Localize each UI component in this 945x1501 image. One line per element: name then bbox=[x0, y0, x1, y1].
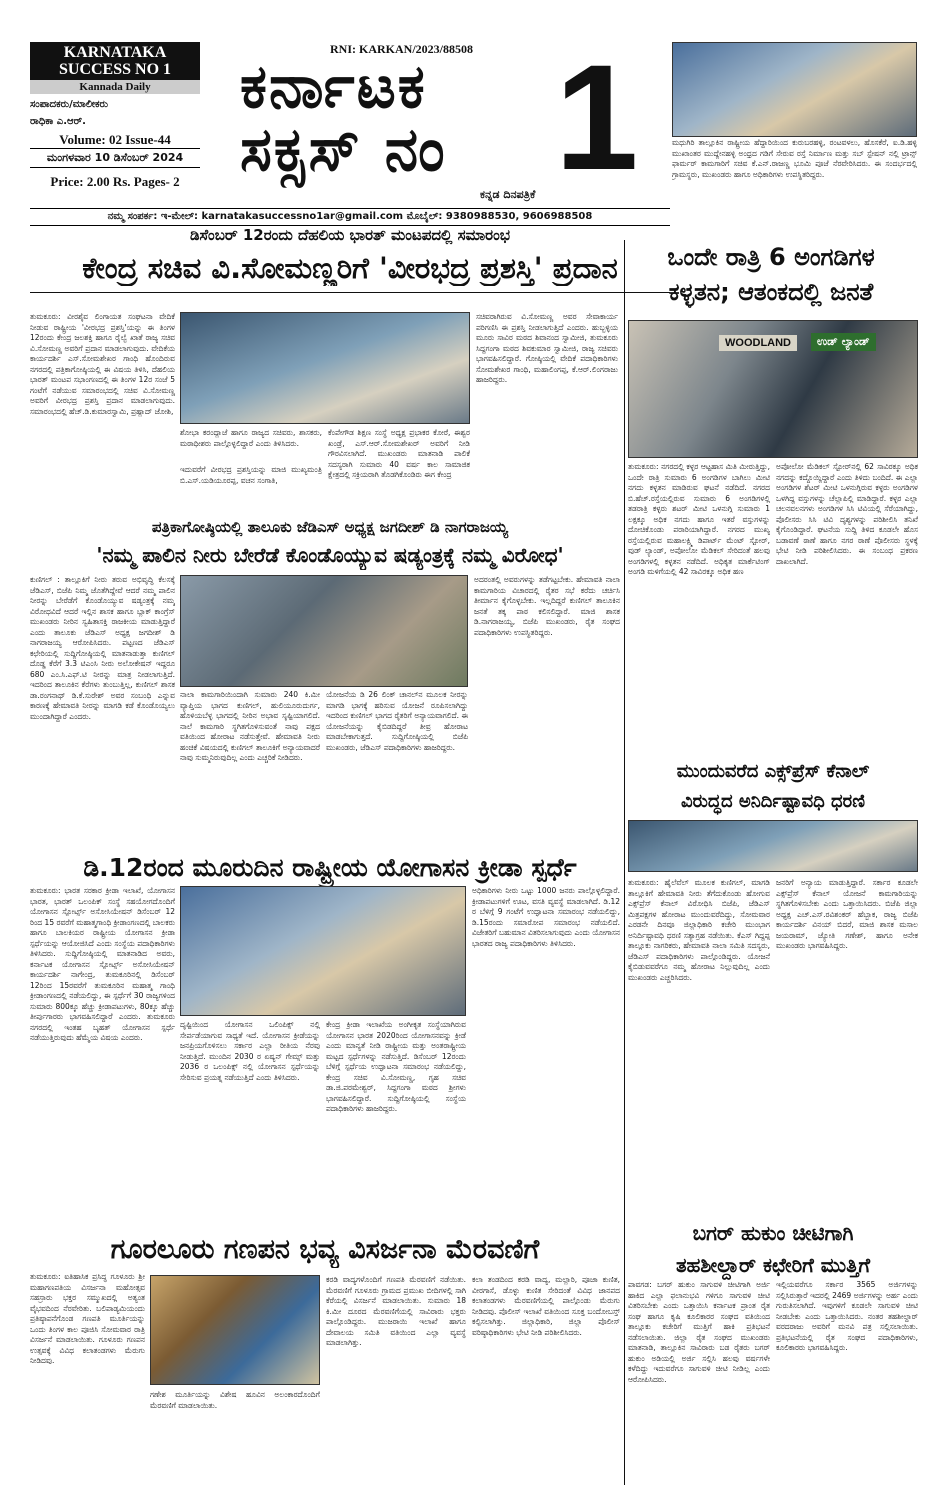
story3-column1: ತುಮಕೂರು: ಭಾರತ ಸರಕಾರ ಕ್ರೀಡಾ ಇಲಾಖೆ, ಯೋಗಾಸನ ಭಾರತ, ಭಾರತ್ ಒಲಂಪಿಕ್ ಸಂಸ್ಥೆ ಸಹಯೋಗದೊಂದಿಗೆ ಯೋಗಾಸನ ಸ್ಪೋರ್ಟ್ಸ್ ಅಸೋಸಿಯೇಷನ್ ಡಿಸೆಂಬರ್ 12 ರಿಂದ 15 ರವರೆಗೆ ಮಹಾತ್ಮಗಾಂಧಿ ಕ್ರೀಡಾಂಗಣದಲ್ಲಿ ಬಾಲಕರು ಹಾಗೂ ಬಾಲಕಿಯರ ರಾಷ್ಟ್ರೀಯ ಯೋಗಾಸನ ಕ್ರೀಡಾ ಸ್ಪರ್ಧೆಯನ್ನು ಆಯೋಜಿಸಿದೆ ಎಂದು ಸಂಸ್ಥೆಯ ಪದಾಧಿಕಾರಿಗಳು ತಿಳಿಸಿದರು. ಸುದ್ದಿಗೋಷ್ಠಿಯಲ್ಲಿ ಮಾತನಾಡಿದ ಅವರು, ಕರ್ನಾಟಕ ಯೋಗಾಸನ ಸ್ಪೋರ್ಟ್ಸ್ ಅಸೋಸಿಯೇಷನ್ ಕಾರ್ಯದರ್ಶಿ ನಾಗೇಂದ್ರ, ತುಮಕೂರಿನಲ್ಲಿ ಡಿಸೆಂಬರ್ 12ರಿಂದ 15ರವರೆಗೆ ತುಮಕೂರಿನ ಮಹಾತ್ಮ ಗಾಂಧಿ ಕ್ರೀಡಾಂಗಣದಲ್ಲಿ ನಡೆಯಲಿದ್ದು, ಈ ಸ್ಪರ್ಧೆಗೆ 30 ರಾಜ್ಯಗಳಿಂದ ಸುಮಾರು 800ಕ್ಕೂ ಹೆಚ್ಚು ಕ್ರೀಡಾಪಟುಗಳು, 80ಕ್ಕೂ ಹೆಚ್ಚು ತೀರ್ಪುಗಾರರು ಭಾಗವಹಿಸಲಿದ್ದಾರೆ ಎಂದರು. ತುಮಕೂರು ನಗರದಲ್ಲಿ ಇಂತಹ ಬೃಹತ್ ಯೋಗಾಸನ ಸ್ಪರ್ಧೆ ನಡೆಯುತ್ತಿರುವುದು ಹೆಮ್ಮೆಯ ವಿಷಯ ಎಂದರು. bbox=[30, 886, 175, 1042]
canal-column1: ತುಮಕೂರು: ಹೈಲೆವೆಲ್ ಮೂಲಕ ಕುಣಿಗಲ್, ಮಾಗಡಿ ತಾಲ್ಲೂಕಿಗೆ ಹೇಮಾವತಿ ನೀರು ತೆಗೆದುಕೊಂಡು ಹೋಗುವ ಎಕ್ಸ್‌ಪ್ರೆಸ್ ಕೆನಾಲ್ ವಿರೋಧಿಸಿ ಬಿಜೆಪಿ, ಜೆಡಿಎಸ್ ಮಿತ್ರಪಕ್ಷಗಳ ಹೋರಾಟ ಮುಂದುವರೆದಿದ್ದು, ಸೋಮವಾರ ಎರಡನೇ ದಿನವೂ ಜಿಲ್ಲಾಧಿಕಾರಿ ಕಚೇರಿ ಮುಂಭಾಗ ಅನಿರ್ದಿಷ್ಟಾವಧಿ ಧರಣಿ ಸತ್ಯಾಗ್ರಹ ನಡೆಯಿತು. ಕೆಎಸ್ ಗಿದ್ದಪ್ಪ ತಾಲ್ಲೂಕು ನಾಗರಿಕರು, ಹೇಮಾವತಿ ನಾಲಾ ಸಮಿತಿ ಸದಸ್ಯರು, ಜೆಡಿಎಸ್ ಪದಾಧಿಕಾರಿಗಳು ಪಾಲ್ಗೊಂಡಿದ್ದರು. ಯೋಜನೆ ಕೈಬಿಡುವವರೆಗೂ ನಮ್ಮ ಹೋರಾಟ ನಿಲ್ಲುವುದಿಲ್ಲ ಎಂದು ಮುಖಂಡರು ಎಚ್ಚರಿಸಿದರು. bbox=[628, 878, 770, 982]
story2-column1: ಕುಣಿಗಲ್ : ತಾಲ್ಲೂಕಿಗೆ ನೀರು ತರುವ ಅಭಿವೃದ್ಧಿ ಕೆಲಸಕ್ಕೆ ಜೆಡಿಎಸ್, ಬಿಜೆಪಿ ನಿಮ್ಮ ಜೊತೆಗಿದ್ದೇವೆ ಆದರೆ ನಮ್ಮ ಪಾಲಿನ ನೀರನ್ನು ಬೇರೆಡೆಗೆ ಕೊಂಡೊಯ್ಯುವ ಷಡ್ಯಂತ್ರಕ್ಕೆ ನಮ್ಮ ವಿರೋಧವಿದೆ ಆದರೆ ಇಲ್ಲಿನ ಶಾಸಕ ಹಾಗೂ ಬ್ಲಾಕ್ ಕಾಂಗ್ರೆಸ್ ಮುಖಂಡರು ನೀರಿನ ಸ್ವಹಿತಾಸಕ್ತಿ ರಾಜಕೀಯ ಮಾಡುತ್ತಿದ್ದಾರೆ ಎಂದು ತಾಲೂಕು ಜೆಡಿಎಸ್ ಅಧ್ಯಕ್ಷ ಜಗದೀಶ್ ಡಿ ನಾಗರಾಜಯ್ಯ ಆರೋಪಿಸಿದರು. ಪಟ್ಟಣದ ಜೆಡಿಎಸ್ ಕಛೇರಿಯಲ್ಲಿ ಸುದ್ದಿಗೋಷ್ಠಿಯಲ್ಲಿ ಮಾತನಾಡುತ್ತಾ ಕುಣಿಗಲ್ ದೊಡ್ಡ ಕೆರೆಗೆ 3.3 ಟಿಎಂಸಿ ನೀರು ಅಲೋಕೇಷನ್ ಇದ್ದರೂ 680 ಎಂ.ಸಿ.ಎಫ್.ಟಿ ನೀರನ್ನು ಮಾತ್ರ ನೀಡಲಾಗುತ್ತಿದೆ. ಇದರಿಂದ ತಾಲೂಕಿನ ಕೆರೆಗಳು ತುಂಬುತ್ತಿಲ್ಲ, ಕುಣಿಗಲ್ ಶಾಸಕ ಡಾ.ರಂಗನಾಥ್ ಡಿ.ಕೆ.ಸುರೇಶ್ ಅವರ ಸಂಬಂಧಿ ಎನ್ನುವ ಕಾರಣಕ್ಕೆ ಹೇಮಾವತಿ ನೀರನ್ನು ಮಾಗಡಿ ಕಡೆ ಕೊಂಡೊಯ್ಯಲು ಮುಂದಾಗಿದ್ದಾರೆ ಎಂದರು. bbox=[30, 575, 175, 721]
land-headline-line2: ತಹಶೀಲ್ದಾರ್ ಕಛೇರಿಗೆ ಮುತ್ತಿಗೆ bbox=[675, 1253, 871, 1277]
story4-column1: ತುಮಕೂರು: ಐತಿಹಾಸಿಕ ಪ್ರಸಿದ್ಧ ಗೂಳೂರು ಶ್ರೀ ಮಹಾಗಣಪತಿಯ ವಿಸರ್ಜನಾ ಮಹೋತ್ಸವ ಸಹಸ್ರಾರು ಭಕ್ತರ ಸಮ್ಮುಖದಲ್ಲಿ ಅತ್ಯಂತ ವೈಭವದಿಂದ ನೆರವೇರಿತು. ಬಲಿಪಾಡ್ಯಮಿಯಂದು ಪ್ರತಿಷ್ಠಾಪನೆಗೊಂಡ ಗಣಪತಿ ಮೂರ್ತಿಯನ್ನು ಒಂದು ತಿಂಗಳ ಕಾಲ ಪೂಜಿಸಿ ಸೋಮವಾರ ರಾತ್ರಿ ವಿಸರ್ಜನೆ ಮಾಡಲಾಯಿತು. ಗೂಳೂರು ಗಣಪನ ಉತ್ಸವಕ್ಕೆ ವಿವಿಧ ಕಲಾತಂಡಗಳು ಮೆರುಗು ನೀಡಿದವು. bbox=[30, 1272, 145, 1365]
top-right-caption: ಮಧುಗಿರಿ ತಾಲ್ಲೂಕಿನ ರಾಷ್ಟ್ರೀಯ ಹೆದ್ದಾರಿಯಿಂದ ಕುರುಬರಹಳ್ಳಿ, ರಂಟವಳಲು, ಹೊಸಕೆರೆ, ಐ.ಡಿ.ಹಳ್ಳಿ ಮುಖಾಂತರ ಮುದ್ದೇನಹಳ್ಳಿ ಅಂಧ್ರದ ಗಡಿಗೆ ಸೇರುವ ರಸ್ತೆ ನಿರ್ಮಾಣ ಮತ್ತು ಸಬ್ ಸ್ಟೇಷನ್ ನಲ್ಲಿ ಟ್ರಾನ್ಸ್ ಫಾರ್ಮರ್ ಕಾಮಗಾರಿಗೆ ಸಚಿವ ಕೆ.ಎನ್.ರಾಜಣ್ಣ ಭೂಮಿ ಪೂಜೆ ನೆರವೇರಿಸಿದರು. ಈ ಸಂದರ್ಭದಲ್ಲಿ ಗ್ರಾಮಸ್ಥರು, ಮುಖಂಡರು ಹಾಗೂ ಅಧಿಕಾರಿಗಳು ಉಪಸ್ಥಿತರಿದ್ದರು. bbox=[672, 138, 917, 179]
volume-issue: Volume: 02 Issue-44 bbox=[59, 132, 171, 147]
story1-kicker: ಡಿಸೆಂಬರ್ 12ರಂದು ದೆಹಲಿಯ ಭಾರತ್ ಮಂಟಪದಲ್ಲಿ ಸಮಾರಂಭ bbox=[190, 226, 510, 244]
top-right-photo bbox=[672, 42, 917, 137]
story2-column4: ಅದರಂತಲ್ಲಿ ಅವರುಗಳನ್ನು ತಡೆಗಟ್ಟಬೇಕು. ಹೇಮಾವತಿ ನಾಲಾ ಕಾಮಗಾರಿಯ ವಿಚಾರದಲ್ಲಿ ರೈತರ ಸಭೆ ಕರೆದು ಚರ್ಚಿಸಿ ತೀರ್ಮಾನ ಕೈಗೊಳ್ಳಬೇಕು. ಇಲ್ಲದಿದ್ದರೆ ಕುಣಿಗಲ್ ತಾಲೂಕಿನ ಜನತೆ ತಕ್ಕ ಪಾಠ ಕಲಿಸಲಿದ್ದಾರೆ. ಮಾಜಿ ಶಾಸಕ ಡಿ.ನಾಗರಾಜಯ್ಯ, ಬಿಜೆಪಿ ಮುಖಂಡರು, ರೈತ ಸಂಘದ ಪದಾಧಿಕಾರಿಗಳು ಉಪಸ್ಥಿತರಿದ್ದರು. bbox=[474, 575, 620, 637]
story4-column2: ಕರಡಿ ವಾದ್ಯಗಳೊಂದಿಗೆ ಗಣಪತಿ ಮೆರವಣಿಗೆ ನಡೆಯಿತು. ಮೆರವಣಿಗೆ ಗೂಳೂರು ಗ್ರಾಮದ ಪ್ರಮುಖ ಬೀದಿಗಳಲ್ಲಿ ಸಾಗಿ ಕೆರೆಯಲ್ಲಿ ವಿಸರ್ಜನೆ ಮಾಡಲಾಯಿತು. ಸುಮಾರು 18 ಕಿ.ಮೀ ದೂರದ ಮೆರವಣಿಗೆಯಲ್ಲಿ ಸಾವಿರಾರು ಭಕ್ತರು ಪಾಲ್ಗೊಂಡಿದ್ದರು. ಮುಜರಾಯಿ ಇಲಾಖೆ ಹಾಗೂ ದೇವಾಲಯ ಸಮಿತಿ ವತಿಯಿಂದ ಎಲ್ಲಾ ವ್ಯವಸ್ಥೆ ಮಾಡಲಾಗಿತ್ತು. bbox=[326, 1275, 466, 1347]
theft-photo bbox=[628, 320, 918, 458]
theft-photo-sign1: WOODLAND bbox=[719, 335, 797, 351]
masthead-kannada-daily: Kannada Daily bbox=[30, 80, 200, 94]
editor-name: ರಾಧಿಕಾ ಎ.ಆರ್. bbox=[30, 116, 86, 127]
newspaper-title-line1: ಕರ್ನಾಟಕ bbox=[240, 52, 427, 122]
land-column2: ಇಲ್ಲಿಯವರೆಗೂ ಸರ್ಕಾರ 3565 ಅರ್ಜಿಗಳನ್ನು ಸಲ್ಲಿಸಿರುತ್ತಾರೆ ಇದರಲ್ಲಿ 2469 ಅರ್ಜಿಗಳನ್ನು ಅರ್ಹ ಎಂದು ಗುರುತಿಸಲಾಗಿದೆ. ಇವುಗಳಿಗೆ ಕೂಡಲೇ ಸಾಗುವಳಿ ಚೀಟಿ ನೀಡಬೇಕು ಎಂದು ಒತ್ತಾಯಿಸಿದರು. ನಂತರ ತಹಶೀಲ್ದಾರ್ ವರದರಾಜು ಅವರಿಗೆ ಮನವಿ ಪತ್ರ ಸಲ್ಲಿಸಲಾಯಿತು. ಪ್ರತಿಭಟನೆಯಲ್ಲಿ ರೈತ ಸಂಘದ ಪದಾಧಿಕಾರಿಗಳು, ಕೂಲಿಕಾರರು ಭಾಗವಹಿಸಿದ್ದರು. bbox=[776, 1280, 918, 1352]
story3-column4: ಅಧಿಕಾರಿಗಳು ನೀರು ಒಟ್ಟು 1000 ಜನರು ಪಾಲ್ಗೊಳ್ಳಲಿದ್ದಾರೆ. ಕ್ರೀಡಾಪಟುಗಳಿಗೆ ಊಟ, ವಸತಿ ವ್ಯವಸ್ಥೆ ಮಾಡಲಾಗಿದೆ. ಡಿ.12 ರ ಬೆಳಿಗ್ಗೆ 9 ಗಂಟೆಗೆ ಉದ್ಘಾಟನಾ ಸಮಾರಂಭ ನಡೆಯಲಿದ್ದು, ಡಿ.15ರಂದು ಸಮಾರೋಪ ಸಮಾರಂಭ ನಡೆಯಲಿದೆ. ವಿಜೇತರಿಗೆ ಬಹುಮಾನ ವಿತರಿಸಲಾಗುವುದು ಎಂದು ಯೋಗಾಸನ ಭಾರತದ ರಾಜ್ಯ ಪದಾಧಿಕಾರಿಗಳು ತಿಳಿಸಿದರು. bbox=[472, 886, 620, 948]
story1-column2: ಇದುವರೆಗೆ ವೀರಭದ್ರ ಪ್ರಶಸ್ತಿಯನ್ನು ಮಾಜಿ ಮುಖ್ಯಮಂತ್ರಿ ಬಿ.ಎಸ್.ಯಡಿಯೂರಪ್ಪ, ವಚನ ಸಂಗಾತಿ, bbox=[180, 465, 322, 485]
theft-headline-line2: ಕಳ್ಳತನ; ಆತಂಕದಲ್ಲಿ ಜನತೆ bbox=[668, 278, 874, 306]
theft-headline-line1: ಒಂದೇ ರಾತ್ರಿ 6 ಅಂಗಡಿಗಳ bbox=[667, 243, 875, 271]
story3-column3: ಕೇಂದ್ರ ಕ್ರೀಡಾ ಇಲಾಖೆಯ ಅಂಗೀಕೃತ ಸಂಸ್ಥೆಯಾಗಿರುವ ಯೋಗಾಸನ ಭಾರತ 2020ರಿಂದ ಯೋಗಾಸನವನ್ನು ಕ್ರೀಡೆ ಎಂದು ಮಾನ್ಯತೆ ನೀಡಿ ರಾಷ್ಟ್ರೀಯ ಮತ್ತು ಅಂತರಾಷ್ಟ್ರೀಯ ಮಟ್ಟದ ಸ್ಪರ್ಧೆಗಳನ್ನು ನಡೆಸುತ್ತಿದೆ. ಡಿಸೆಂಬರ್ 12ರಂದು ಬೆಳಿಗ್ಗೆ ಸ್ಪರ್ಧೆಯ ಉದ್ಘಾಟನಾ ಸಮಾರಂಭ ನಡೆಯಲಿದ್ದು, ಕೇಂದ್ರ ಸಚಿವ ವಿ.ಸೋಮಣ್ಣ, ಗೃಹ ಸಚಿವ ಡಾ.ಜಿ.ಪರಮೇಶ್ವರ್, ಸಿದ್ದಗಂಗಾ ಮಠದ ಶ್ರೀಗಳು ಭಾಗವಹಿಸಲಿದ್ದಾರೆ. ಸುದ್ದಿಗೋಷ್ಠಿಯಲ್ಲಿ ಸಂಸ್ಥೆಯ ಪದಾಧಿಕಾರಿಗಳು ಹಾಜರಿದ್ದರು. bbox=[326, 1020, 466, 1113]
story2-photo bbox=[180, 575, 468, 687]
column-divider bbox=[624, 240, 625, 1485]
masthead-left-box bbox=[30, 42, 200, 190]
story3-photo-caption: ದೃಷ್ಟಿಯಿಂದ ಯೋಗಾಸನ ಒಲಿಂಪಿಕ್ಸ್ ನಲ್ಲಿ ಸೇರ್ಪಡೆಯಾಗುವ ಸಾಧ್ಯತೆ ಇದೆ. ಯೋಗಾಸನ ಕ್ರೀಡೆಯನ್ನು ಜನಪ್ರಿಯಗೊಳಿಸಲು ಸರ್ಕಾರ ಎಲ್ಲಾ ರೀತಿಯ ನೆರವು ನೀಡುತ್ತಿದೆ. ಮುಂದಿನ 2030 ರ ಏಷ್ಯನ್ ಗೇಮ್ಸ್ ಮತ್ತು 2036 ರ ಒಲಂಪಿಕ್ಸ್ ನಲ್ಲಿ ಯೋಗಾಸನ ಸ್ಪರ್ಧೆಯನ್ನು ಸೇರಿಸುವ ಪ್ರಯತ್ನ ನಡೆಯುತ್ತಿದೆ ಎಂದು ತಿಳಿಸಿದರು. bbox=[180, 1020, 320, 1082]
canal-headline-line1: ಮುಂದುವರೆದ ಎಕ್ಸ್‌ಪ್ರೆಸ್ ಕೆನಾಲ್ bbox=[676, 761, 870, 782]
editor-label: ಸಂಪಾದಕರು/ಮಾಲೀಕರು bbox=[30, 99, 109, 110]
contact-bar: ನಮ್ಮ ಸಂಪರ್ಕ: ಇ-ಮೇಲ್: karnatakasuccessno1ar@gmail.com ಮೊಬೈಲ್: 9380988530, 9606988508 bbox=[30, 208, 670, 226]
story4-column3: ಕಲಾ ತಂಡದಿಂದ ಕರಡಿ ವಾದ್ಯ, ಮಲ್ಲಾರಿ, ಪೂಜಾ ಕುಣಿತ, ವೀರಗಾಸೆ, ಡೊಳ್ಳು ಕುಣಿತ ಸೇರಿದಂತೆ ವಿವಿಧ ಜಾನಪದ ಕಲಾತಂಡಗಳು ಮೆರವಣಿಗೆಯಲ್ಲಿ ಪಾಲ್ಗೊಂಡು ಮೆರುಗು ನೀಡಿದವು. ಪೊಲೀಸ್ ಇಲಾಖೆ ವತಿಯಿಂದ ಸೂಕ್ತ ಬಂದೋಬಸ್ತ್ ಕಲ್ಪಿಸಲಾಗಿತ್ತು. ಜಿಲ್ಲಾಧಿಕಾರಿ, ಜಿಲ್ಲಾ ಪೊಲೀಸ್ ವರಿಷ್ಠಾಧಿಕಾರಿಗಳು ಭೇಟಿ ನೀಡಿ ಪರಿಶೀಲಿಸಿದರು. bbox=[472, 1275, 620, 1337]
price-pages: Price: 2.00 Rs. Pages- 2 bbox=[50, 174, 180, 189]
story1-photo bbox=[180, 312, 470, 424]
story2-column2: ನಾಲಾ ಕಾಮಗಾರಿಯಿಂದಾಗಿ ಸುಮಾರು 240 ಕಿ.ಮೀ ವ್ಯಾಪ್ತಿಯ ಭಾಗದ ಕುಣಿಗಲ್, ಹುಲಿಯೂರುದುರ್ಗ, ಹೊಳಿಯಬೆಳ್ಳ ಭಾಗದಲ್ಲಿ ನೀರಿನ ಅಭಾವ ಸೃಷ್ಟಿಯಾಗಲಿದೆ. ನಾಲೆ ಕಾಮಗಾರಿ ಸ್ಥಗಿತಗೊಳಿಸುವಂತೆ ನಾವು ಪಕ್ಷದ ವತಿಯಿಂದ ಹೋರಾಟ ನಡೆಸುತ್ತೇವೆ. ಹೇಮಾವತಿ ನೀರು ಹಂಚಿಕೆ ವಿಷಯದಲ್ಲಿ ಕುಣಿಗಲ್ ತಾಲೂಕಿಗೆ ಅನ್ಯಾಯವಾದರೆ ನಾವು ಸುಮ್ಮನಿರುವುದಿಲ್ಲ ಎಂದು ಎಚ್ಚರಿಕೆ ನೀಡಿದರು. bbox=[180, 690, 320, 762]
story1-rule bbox=[30, 292, 670, 293]
story2-column3: ಯೋಜನೆಯ ಡಿ 26 ಲಿಂಕ್ ಚಾನಲ್‌ನ ಮೂಲಕ ನೀರನ್ನು ಮಾಗಡಿ ಭಾಗಕ್ಕೆ ಹರಿಸುವ ಯೋಜನೆ ರೂಪಿಸಲಾಗಿದ್ದು ಇದರಿಂದ ಕುಣಿಗಲ್ ಭಾಗದ ರೈತರಿಗೆ ಅನ್ಯಾಯವಾಗಲಿದೆ. ಈ ಯೋಜನೆಯನ್ನು ಕೈಬಿಡದಿದ್ದರೆ ತೀವ್ರ ಹೋರಾಟ ಮಾಡಬೇಕಾಗುತ್ತದೆ. ಸುದ್ದಿಗೋಷ್ಠಿಯಲ್ಲಿ ಬಿಜೆಪಿ ಮುಖಂಡರು, ಜೆಡಿಎಸ್ ಪದಾಧಿಕಾರಿಗಳು ಹಾಜರಿದ್ದರು. bbox=[326, 690, 468, 752]
story1-column3: ಕೆಂಪೇಗೌಡ ಶಿಕ್ಷಣ ಸಂಸ್ಥೆ ಅಧ್ಯಕ್ಷ ಪ್ರಭಾಕರ ಕೋರೆ, ಈಶ್ವರ ಖಂಡ್ರೆ, ಎಸ್.ಆರ್.ಸೋಮಶೇಖರ್ ಅವರಿಗೆ ನೀಡಿ ಗೌರವಿಸಲಾಗಿದೆ. ಮುಖಂಡರು ಮಾತನಾಡಿ ಪಾಲಿಕೆ ಸದಸ್ಯರಾಗಿ ಸುಮಾರು 40 ವರ್ಷ ಕಾಲ ಸಾಮಾಜಿಕ ಕ್ಷೇತ್ರದಲ್ಲಿ ಸಕ್ರಿಯರಾಗಿ ತೊಡಗಿಕೊಂಡಿರು ಈಗ ಕೇಂದ್ರ bbox=[328, 428, 470, 479]
rni-number: RNI: KARKAN/2023/88508 bbox=[330, 42, 473, 56]
story4-photo-caption: ಗಣೇಶ ಮೂರ್ತಿಯನ್ನು ವಿಶೇಷ ಹೂವಿನ ಅಲಂಕಾರದೊಂದಿಗೆ ಮೆರವಣಿಗೆ ಮಾಡಲಾಯಿತು. bbox=[150, 1390, 320, 1410]
masthead-english-title bbox=[30, 42, 200, 80]
story2-kicker: ಪತ್ರಿಕಾಗೋಷ್ಠಿಯಲ್ಲಿ ತಾಲೂಕು ಜೆಡಿಎಸ್ ಅಧ್ಯಕ್ಷ ಜಗದೀಶ್ ಡಿ ನಾಗರಾಜಯ್ಯ bbox=[151, 518, 509, 536]
story1-headline: ಕೇಂದ್ರ ಸಚಿವ ವಿ.ಸೋಮಣ್ಣರಿಗೆ 'ವೀರಭದ್ರ ಪ್ರಶಸ್ತಿ' ಪ್ರದಾನ bbox=[82, 251, 618, 285]
story2-headline: 'ನಮ್ಮ ಪಾಲಿನ ನೀರು ಬೇರೆಡೆ ಕೊಂಡೊಯ್ಯುವ ಷಡ್ಯಂತ್ರಕ್ಕೆ ನಮ್ಮ ವಿರೋಧ' bbox=[96, 543, 564, 567]
story1-column4: ಸಚಿವರಾಗಿರುವ ವಿ.ಸೋಮಣ್ಣ ಅವರ ಸೇವಾಕಾರ್ಯ ಪರಿಗಣಿಸಿ ಈ ಪ್ರಶಸ್ತಿ ನೀಡಲಾಗುತ್ತಿದೆ ಎಂದರು. ಹುಬ್ಬಳ್ಳಿಯ ಮೂರು ಸಾವಿರ ಮಠದ ಶಿವಾನಂದ ಸ್ವಾಮೀಜಿ, ತುಮಕೂರು ಸಿದ್ದಗಂಗಾ ಮಠದ ಶಿವಕುಮಾರ ಸ್ವಾಮೀಜಿ, ರಾಜ್ಯ ಸಚಿವರು ಭಾಗವಹಿಸಲಿದ್ದಾರೆ. ಗೋಷ್ಠಿಯಲ್ಲಿ ವೇದಿಕೆ ಪದಾಧಿಕಾರಿಗಳು ಸೋಮಶೇಖರ ಗಾಂಧಿ, ಮಹಾಲಿಂಗಪ್ಪ, ಕೆ.ಆರ್.ಲಿಂಗರಾಜು ಹಾಜರಿದ್ದರು. bbox=[476, 312, 618, 384]
newspaper-tagline: ಕನ್ನಡ ದಿನಪತ್ರಿಕೆ bbox=[480, 188, 536, 201]
land-headline-line1: ಬಗರ್ ಹುಕುಂ ಚೀಟಿಗಾಗಿ bbox=[692, 1221, 854, 1245]
masthead-title-line1: KARNATAKA bbox=[63, 44, 167, 61]
newspaper-title-number: 1 bbox=[555, 33, 639, 201]
theft-photo-sign2: ಉಡ್ ಲ್ಯಾಂಡ್ bbox=[811, 333, 876, 351]
theft-column2: ಅಪೋಲೋ ಮೆಡಿಕಲ್ ಸ್ಟೋರ್‌ನಲ್ಲಿ 62 ಸಾವಿರಕ್ಕೂ ಅಧಿಕ ನಗದನ್ನು ಕದ್ದೊಯ್ದಿದ್ದಾರೆ ಎಂದು ತಿಳಿದು ಬಂದಿದೆ. ಈ ಎಲ್ಲಾ ಅಂಗಡಿಗಳ ಶೆಟರ್ ಮೀಟಿ ಒಳನುಗ್ಗಿರುವ ಕಳ್ಳರು ಅಂಗಡಿಗಳ ಒಳಗಿದ್ದ ವಸ್ತುಗಳನ್ನು ಚೆಲ್ಲಾಪಿಲ್ಲಿ ಮಾಡಿದ್ದಾರೆ. ಕಳ್ಳರ ಎಲ್ಲಾ ಚಲನವಲನಗಳು ಅಂಗಡಿಗಳ ಸಿಸಿ ಟಿವಿಯಲ್ಲಿ ಸೆರೆಯಾಗಿದ್ದು, ಪೊಲೀಸರು ಸಿಸಿ ಟಿವಿ ದೃಶ್ಯಗಳನ್ನು ಪರಿಶೀಲಿಸಿ ತನಿಖೆ ಕೈಗೊಂಡಿದ್ದಾರೆ. ಘಟನೆಯ ಸುದ್ದಿ ತಿಳಿದ ಕೂಡಲೇ ಹೊಸ ಬಡಾವಣೆ ಠಾಣೆ ಹಾಗೂ ನಗರ ಠಾಣೆ ಪೊಲೀಸರು ಸ್ಥಳಕ್ಕೆ ಭೇಟಿ ನೀಡಿ ಪರಿಶೀಲಿಸಿದರು. ಈ ಸಂಬಂಧ ಪ್ರಕರಣ ದಾಖಲಾಗಿದೆ. bbox=[776, 462, 918, 566]
issue-date: ಮಂಗಳವಾರ 10 ಡಿಸೆಂಬರ್ 2024 bbox=[30, 148, 200, 168]
story1-column1: ತುಮಕೂರು: ವೀರಶೈವ ಲಿಂಗಾಯತ ಸಂಘಟನಾ ವೇದಿಕೆ ನೀಡುವ ರಾಷ್ಟ್ರೀಯ 'ವೀರಭದ್ರ ಪ್ರಶಸ್ತಿ'ಯನ್ನು ಈ ತಿಂಗಳ 12ರಂದು ಕೇಂದ್ರ ಜಲಶಕ್ತಿ ಹಾಗೂ ರೈಲ್ವೆ ಖಾತೆ ರಾಜ್ಯ ಸಚಿವ ವಿ.ಸೋಮಣ್ಣ ಅವರಿಗೆ ಪ್ರದಾನ ಮಾಡಲಾಗುವುದು. ವೇದಿಕೆಯ ಕಾರ್ಯದರ್ಶಿ ಎಸ್.ಸೋಮಶೇಖರ ಗಾಂಧಿ ಹೊಂದಿರುವ ನಗರದಲ್ಲಿ ಪತ್ರಿಕಾಗೋಷ್ಠಿಯಲ್ಲಿ ಈ ವಿಷಯ ತಿಳಿಸಿ, ದೆಹಲಿಯ ಭಾರತ್ ಮಂಟಪ ಸಭಾಂಗಣದಲ್ಲಿ ಈ ತಿಂಗಳ 12ರ ಸಂಜೆ 5 ಗಂಟೆಗೆ ನಡೆಯುವ ಸಮಾರಂಭದಲ್ಲಿ ಸಚಿವ ವಿ.ಸೋಮಣ್ಣ ಅವರಿಗೆ ವೀರಭದ್ರ ಪ್ರಶಸ್ತಿ ಪ್ರದಾನ ಮಾಡಲಾಗುವುದು. ಸಮಾರಂಭದಲ್ಲಿ ಹೆಚ್.ಡಿ.ಕುಮಾರಸ್ವಾಮಿ, ಪ್ರಹ್ಲಾದ್ ಜೋಶಿ, bbox=[30, 312, 175, 416]
land-column1: ಪಾವಗಡ: ಬಗರ್ ಹುಕುಂ ಸಾಗುವಳಿ ಚೀಟಿಗಾಗಿ ಅರ್ಜಿ ಹಾಕಿದ ಎಲ್ಲಾ ಫಲಾನುಭವಿ ಗಳಿಗೂ ಸಾಗುವಳಿ ಚೀಟಿ ವಿತರಿಸಬೇಕು ಎಂದು ಒತ್ತಾಯಿಸಿ ಕರ್ನಾಟಕ ಪ್ರಾಂತ ರೈತ ಸಂಘ ಹಾಗೂ ಕೃಷಿ ಕೂಲಿಕಾರರ ಸಂಘದ ವತಿಯಿಂದ ತಾಲ್ಲೂಕು ಕಚೇರಿಗೆ ಮುತ್ತಿಗೆ ಹಾಕಿ ಪ್ರತಿಭಟನೆ ನಡೆಸಲಾಯಿತು. ಜಿಲ್ಲಾ ರೈತ ಸಂಘದ ಮುಖಂಡರು ಮಾತನಾಡಿ, ತಾಲ್ಲೂಕಿನ ಸಾವಿರಾರು ಬಡ ರೈತರು ಬಗರ್ ಹುಕುಂ ಅಡಿಯಲ್ಲಿ ಅರ್ಜಿ ಸಲ್ಲಿಸಿ ಹಲವು ವರ್ಷಗಳೇ ಕಳೆದಿದ್ದು ಇದುವರೆಗೂ ಸಾಗುವಳಿ ಚೀಟಿ ನೀಡಿಲ್ಲ ಎಂದು ಆರೋಪಿಸಿದರು. bbox=[628, 1280, 770, 1384]
masthead-title-line2: SUCCESS NO 1 bbox=[58, 61, 172, 78]
newspaper-title-line2: ಸಕ್ಸಸ್ ನಂ bbox=[240, 115, 447, 185]
canal-photo bbox=[628, 820, 918, 872]
story3-photo bbox=[180, 886, 466, 1016]
story1-photo-caption: ಶೋಭಾ ಕರಂದ್ಲಾಜೆ ಹಾಗೂ ರಾಜ್ಯದ ಸಚಿವರು, ಶಾಸಕರು, ಮಠಾಧೀಶರು ಪಾಲ್ಗೊಳ್ಳಲಿದ್ದಾರೆ ಎಂದು ತಿಳಿಸಿದರು. bbox=[180, 428, 322, 448]
canal-column2: ಜನರಿಗೆ ಅನ್ಯಾಯ ಮಾಡುತ್ತಿದ್ದಾರೆ. ಸರ್ಕಾರ ಕೂಡಲೇ ಎಕ್ಸ್‌ಪ್ರೆಸ್ ಕೆನಾಲ್ ಯೋಜನೆ ಕಾಮಗಾರಿಯನ್ನು ಸ್ಥಗಿತಗೊಳಿಸಬೇಕು ಎಂದು ಒತ್ತಾಯಿಸಿದರು. ಬಿಜೆಪಿ ಜಿಲ್ಲಾ ಅಧ್ಯಕ್ಷ ಎಚ್.ಎಸ್.ರವಿಶಂಕರ್ ಹೆಬ್ಬಾಕ, ರಾಜ್ಯ ಬಿಜೆಪಿ ಕಾರ್ಯದರ್ಶಿ ವಿನಯ್ ಬಿದರೆ, ಮಾಜಿ ಶಾಸಕ ಮಸಾಲ ಜಯರಾಮ್, ಜ್ಯೋತಿ ಗಣೇಶ್, ಹಾಗೂ ಅನೇಕ ಮುಖಂಡರು ಭಾಗವಹಿಸಿದ್ದರು. bbox=[776, 878, 918, 950]
story4-photo bbox=[150, 1275, 320, 1385]
canal-headline-line2: ವಿರುದ್ಧದ ಅನಿರ್ದಿಷ್ಟಾವಧಿ ಧರಣಿ bbox=[681, 791, 865, 812]
story3-headline: ಡಿ.12ರಂದ ಮೂರುದಿನ ರಾಷ್ಟ್ರೀಯ ಯೋಗಾಸನ ಕ್ರೀಡಾ ಸ್ಪರ್ಧೆ bbox=[83, 853, 577, 882]
theft-column1: ತುಮಕೂರು: ನಗರದಲ್ಲಿ ಕಳ್ಳರ ಆಟ್ಟಹಾಸ ಮಿತಿ ಮೀರುತ್ತಿದ್ದು, ಒಂದೇ ರಾತ್ರಿ ಸುಮಾರು 6 ಅಂಗಡಿಗಳ ಬಾಗಿಲು ಮೀಟಿ ನಗದು ಕಳ್ಳತನ ಮಾಡಿರುವ ಘಟನೆ ನಡೆದಿದೆ. ನಗರದ ಬಿ.ಹೆಚ್.ರಸ್ತೆಯಲ್ಲಿರುವ ಸುಮಾರು 6 ಅಂಗಡಿಗಳಲ್ಲಿ ತಡರಾತ್ರಿ ಕಳ್ಳರು ಶಟರ್ ಮೀಟಿ ಒಳನುಗ್ಗಿ ಸುಮಾರು 1 ಲಕ್ಷಕ್ಕೂ ಅಧಿಕ ನಗದು ಹಾಗೂ ಇತರೆ ವಸ್ತುಗಳನ್ನು ದೋಚಿಕೊಂಡು ಪರಾರಿಯಾಗಿದ್ದಾರೆ. ನಗರದ ಮುಖ್ಯ ರಸ್ತೆಯಲ್ಲಿರುವ ಮಹಾಲಕ್ಷ್ಮಿ ಡಿಪಾರ್ಟ್ ಮೆಂಟ್ ಸ್ಟೋರ್, ವುಡ್ ಲ್ಯಾಂಡ್, ಅಪೋಲೋ ಮೆಡಿಕಲ್ ಸೇರಿದಂತೆ ಹಲವು ಅಂಗಡಿಗಳಲ್ಲಿ ಕಳ್ಳತನ ನಡೆದಿದೆ. ಅಧಿಕೃತ ಮಾರ್ಕೆಟಿಂಗ್ ಅಂಗಡಿ ಮಳಿಗೆಯಲ್ಲಿ 42 ಸಾವಿರಕ್ಕೂ ಅಧಿಕ ಹಣ bbox=[628, 462, 770, 576]
story4-headline: ಗೂರಲೂರು ಗಣಪನ ಭವ್ಯ ವಿಸರ್ಜನಾ ಮೆರವಣಿಗೆ bbox=[110, 1234, 540, 1265]
